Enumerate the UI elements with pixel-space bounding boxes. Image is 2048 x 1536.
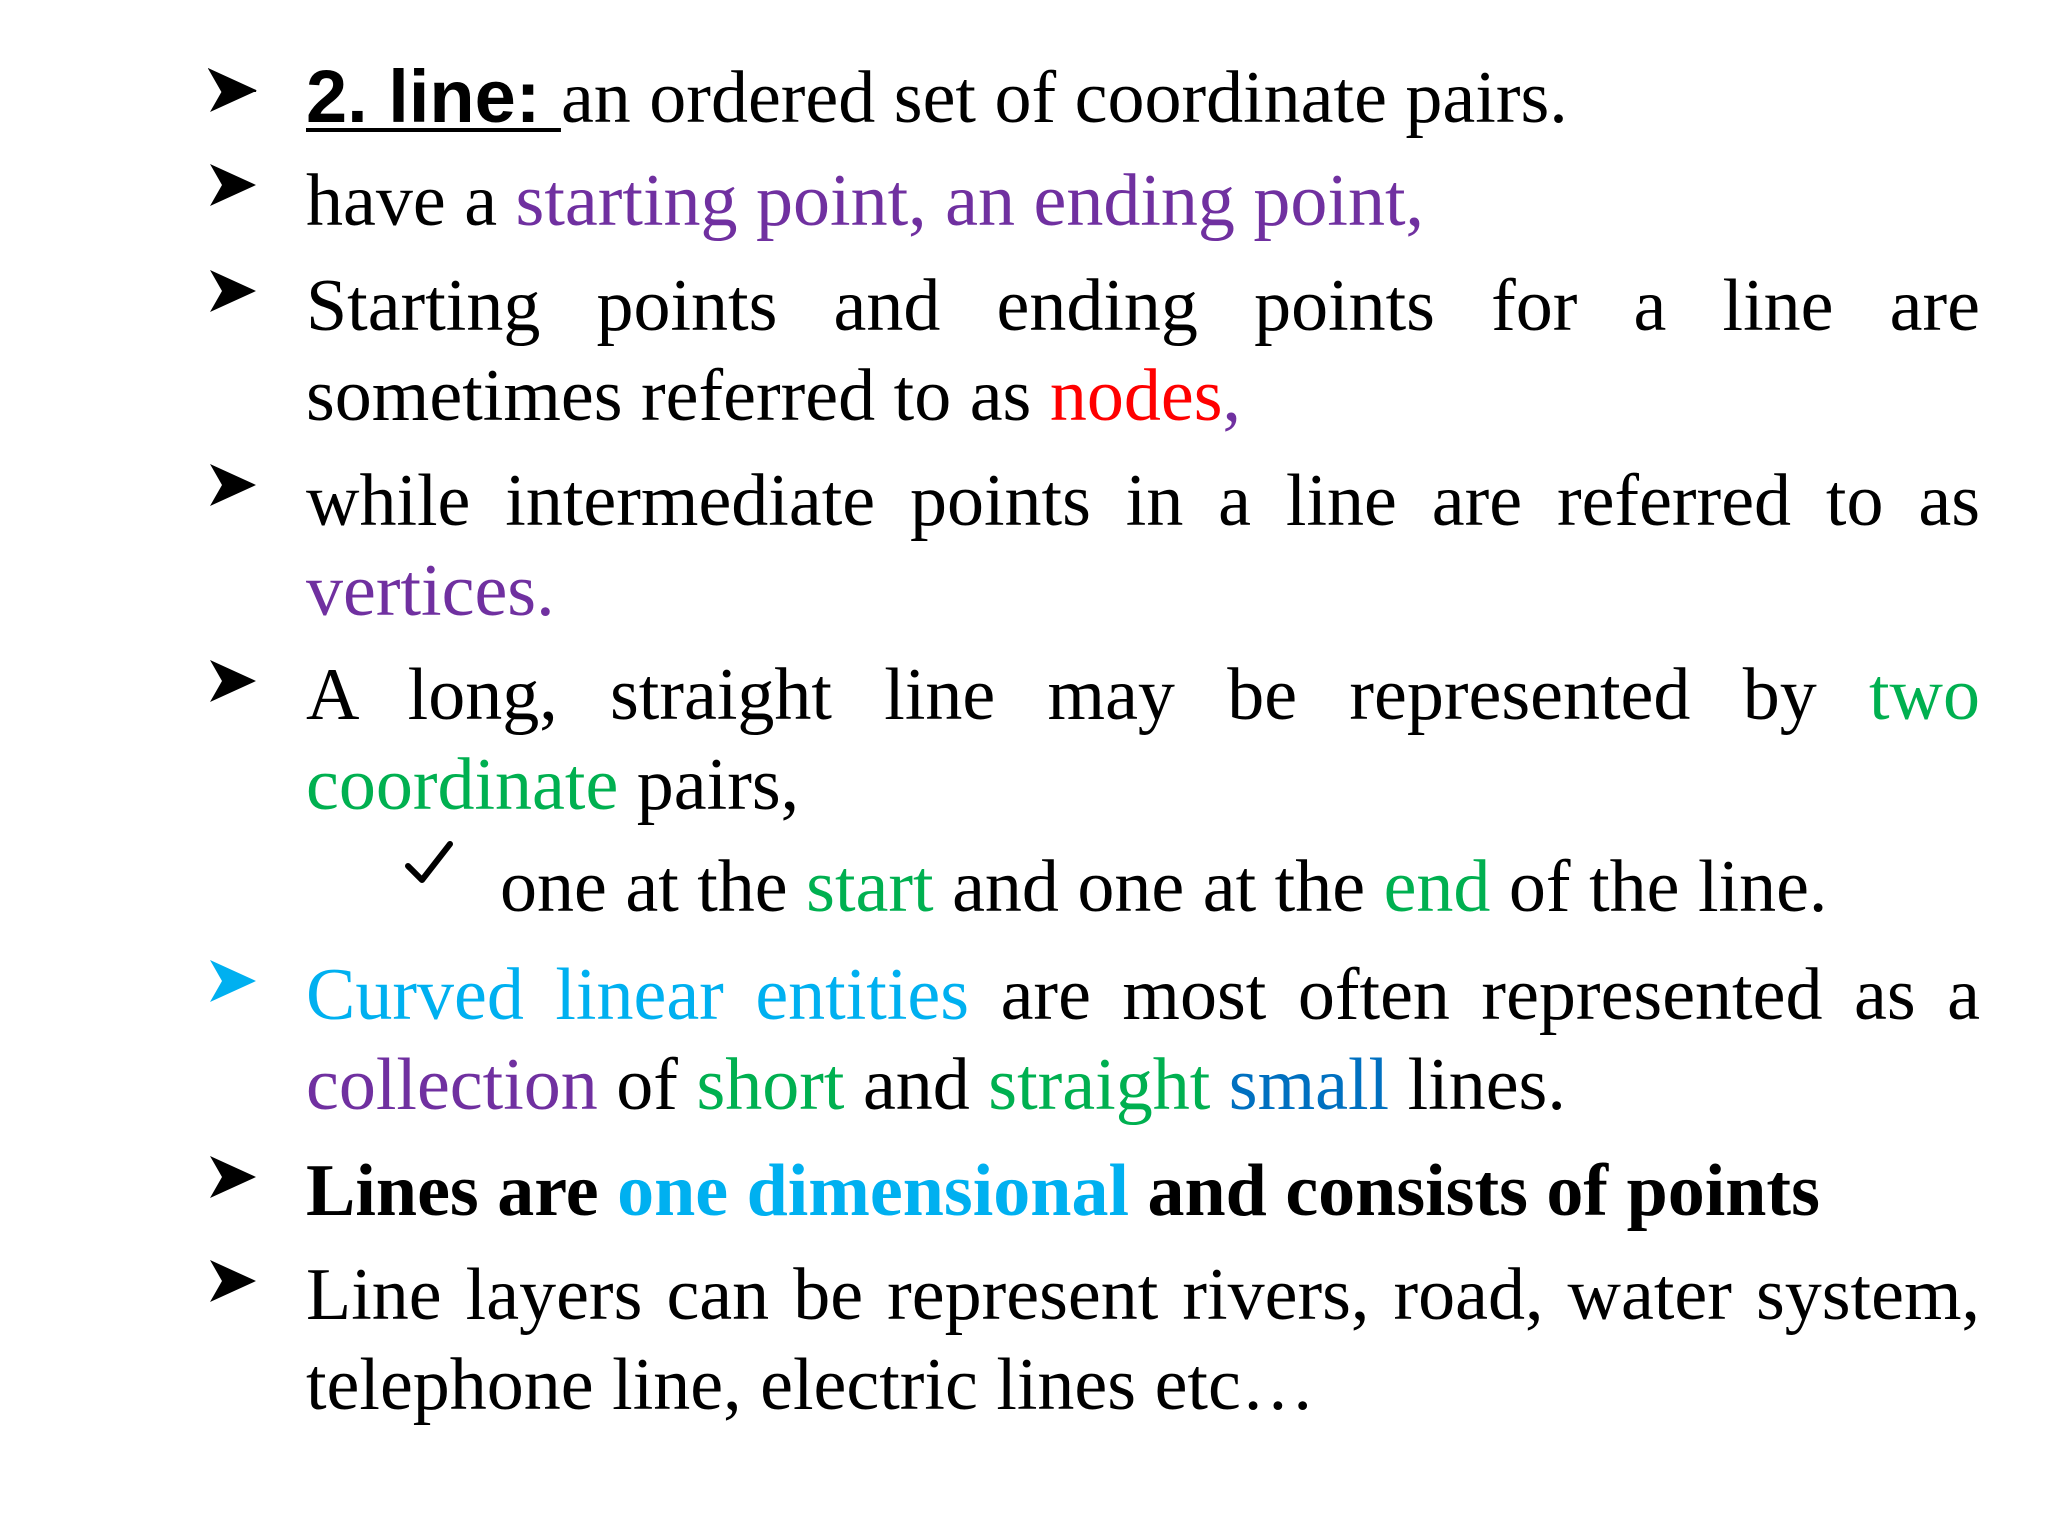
highlight-curved-linear-entities: Curved linear entities	[306, 954, 970, 1036]
highlight-nodes: nodes	[1049, 355, 1223, 437]
arrowhead-bullet-icon	[208, 1256, 258, 1306]
bullet-text-suffix: and consists of points	[1129, 1150, 1820, 1232]
arrowhead-bullet-icon	[208, 956, 258, 1006]
highlight-collection: collection	[306, 1044, 598, 1126]
bullet-text: A long, straight line may be represented by	[306, 654, 1869, 736]
bullet-text: Line layers can be represent rivers, road, water system, telephone line, electric lines etc…	[306, 1254, 1980, 1426]
bullet-nodes	[306, 261, 1980, 441]
bullet-text: and	[844, 1044, 989, 1126]
bullet-one-dimensional	[306, 1146, 1980, 1236]
sub-bullet-start-end	[500, 842, 1980, 932]
bullet-text: have a	[306, 160, 516, 242]
bullet-vertices	[306, 456, 1980, 636]
bullet-line-layers	[306, 1250, 1980, 1430]
bullet-text: Lines are	[306, 1150, 618, 1232]
arrowhead-bullet-icon	[208, 66, 258, 116]
sub-text-suffix: of the line.	[1490, 846, 1828, 928]
highlight-one-dimensional: one dimensional	[617, 1150, 1130, 1232]
checkmark-icon	[404, 838, 454, 888]
highlight-two-coordinate: two coordinate	[306, 654, 1980, 826]
bullet-text: while intermediate points in a line are referred to as	[306, 460, 1980, 542]
highlight-end: end	[1383, 846, 1491, 928]
bullet-text: Starting points and ending points for a line are sometimes referred to as	[306, 265, 1980, 437]
sub-text: one at the	[500, 846, 807, 928]
bullet-straight-line	[306, 650, 1980, 830]
bullet-line-definition	[306, 52, 1980, 143]
bullet-text-suffix: lines.	[1389, 1044, 1566, 1126]
arrowhead-bullet-icon	[208, 266, 258, 316]
bullet-start-end	[306, 156, 1980, 246]
bullet-text: of	[597, 1044, 697, 1126]
arrowhead-bullet-icon	[208, 656, 258, 706]
bullet-text: are most often represented as a	[969, 954, 1980, 1036]
comma: ,	[1222, 355, 1241, 437]
highlight-short: short	[696, 1044, 845, 1126]
bullet-text: an ordered set of coordinate pairs.	[560, 57, 1568, 139]
highlight-small: small	[1228, 1044, 1390, 1126]
highlight-vertices: vertices.	[306, 550, 555, 632]
highlight-start-end-point: starting point, an ending point,	[515, 160, 1424, 242]
arrowhead-bullet-icon	[208, 460, 258, 510]
highlight-straight: straight	[988, 1044, 1211, 1126]
space	[1210, 1044, 1229, 1126]
bullet-text-suffix: pairs,	[618, 744, 800, 826]
arrowhead-bullet-icon	[208, 1152, 258, 1202]
sub-text-middle: and one at the	[933, 846, 1384, 928]
heading-line: 2. line:	[306, 55, 561, 138]
bullet-curved-entities	[306, 950, 1980, 1130]
arrowhead-bullet-icon	[208, 160, 258, 210]
highlight-start: start	[806, 846, 934, 928]
